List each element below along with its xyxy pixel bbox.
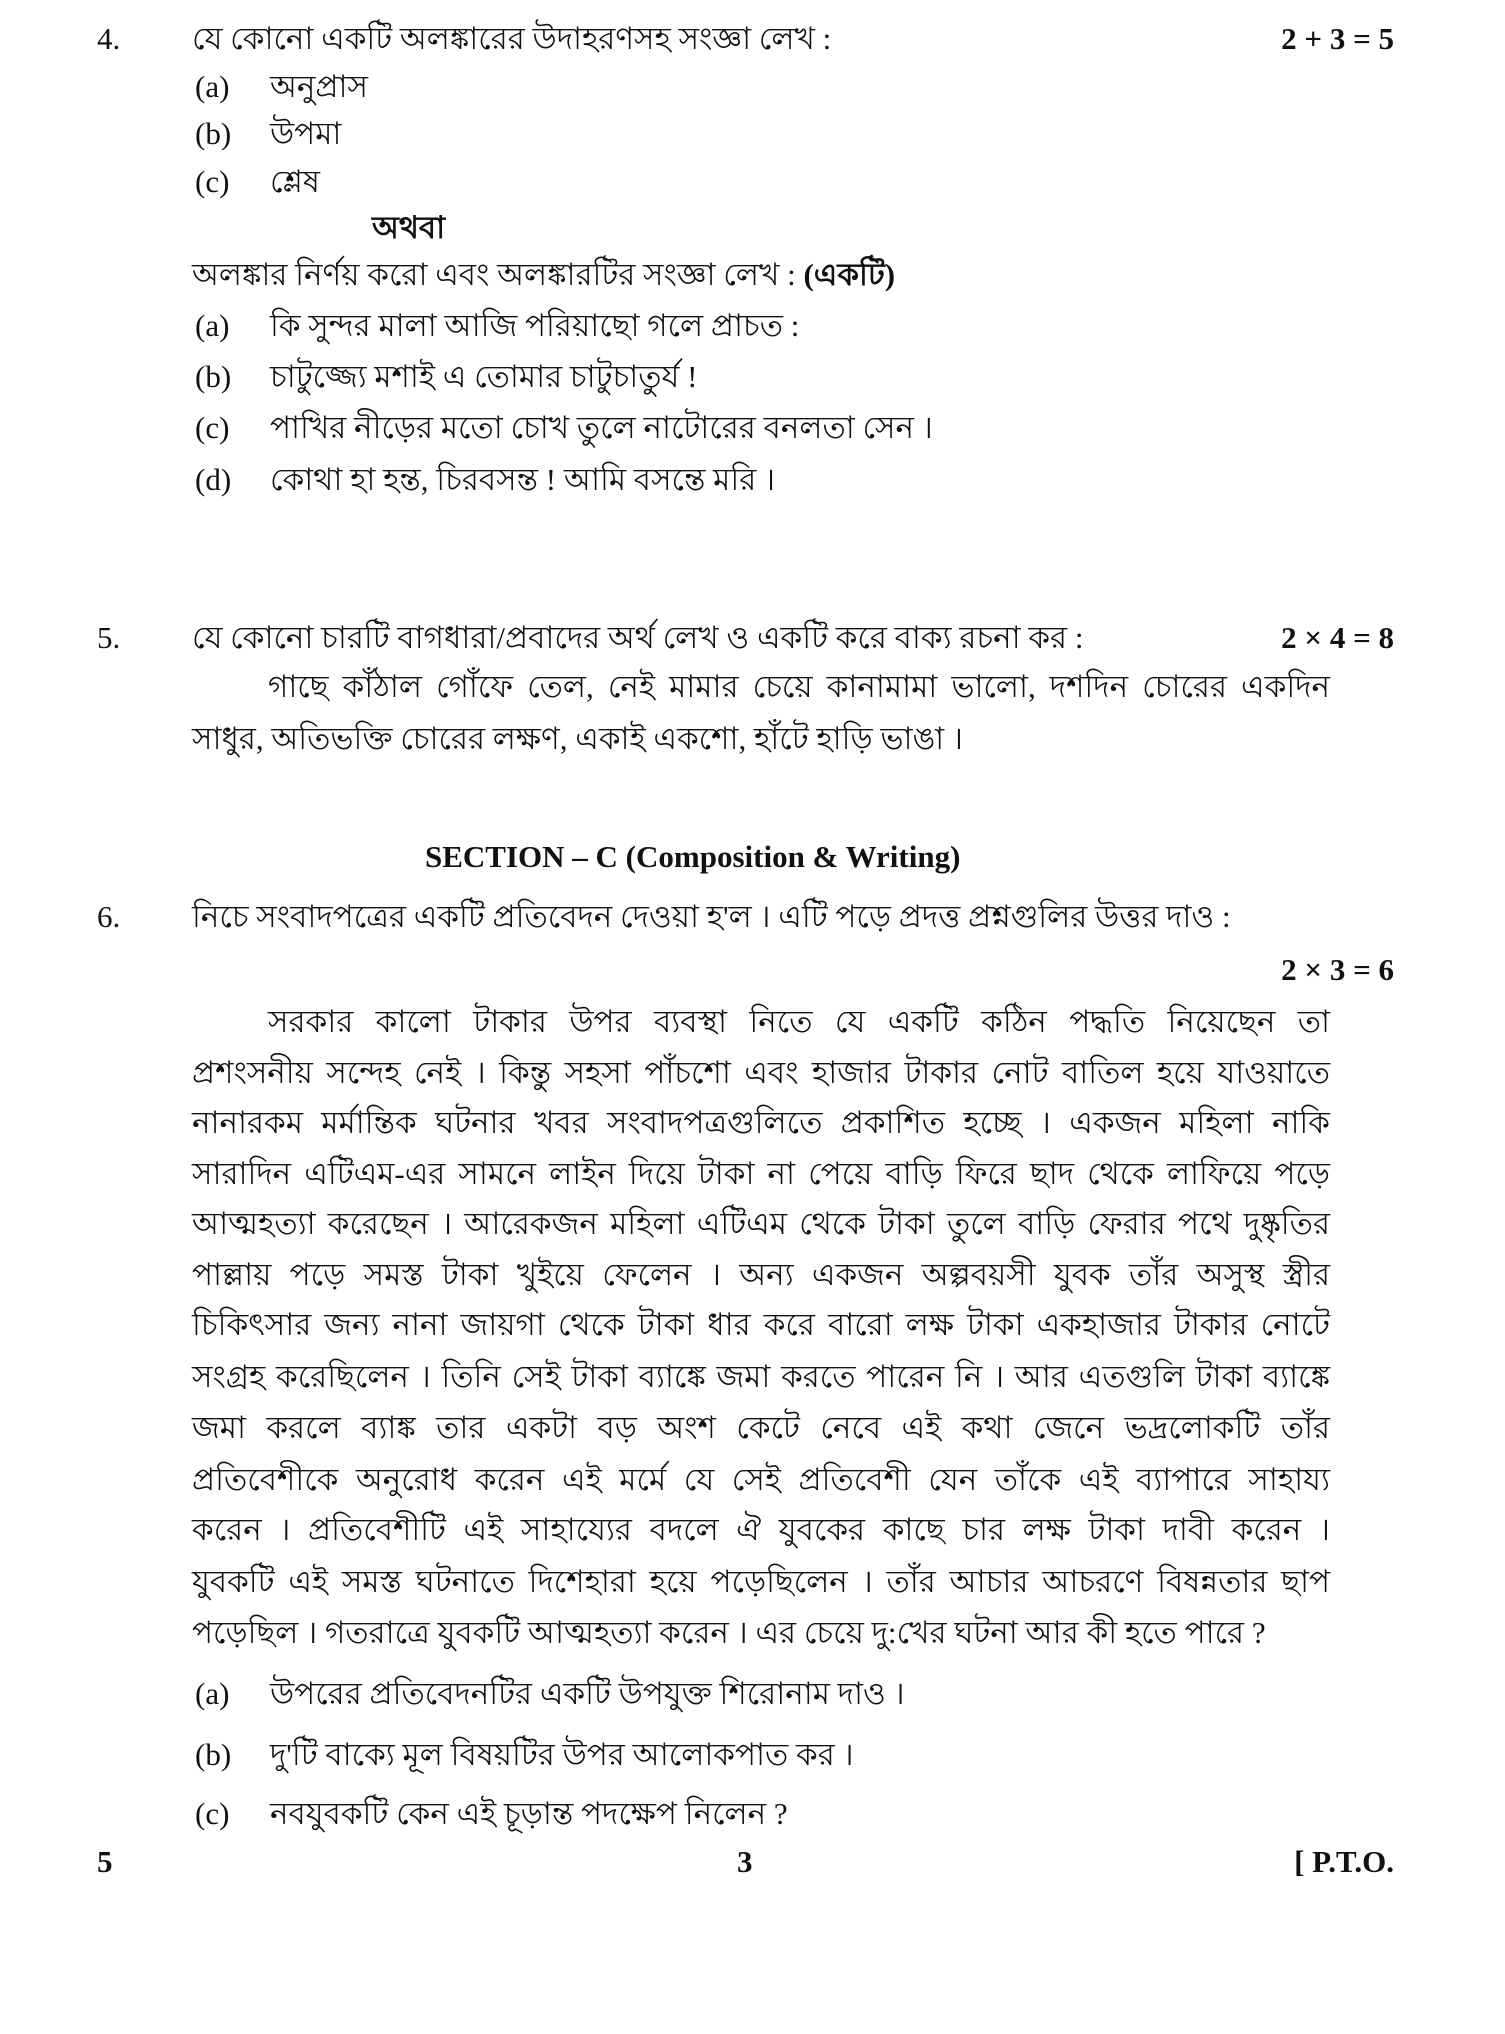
alt-instruction-text: অলঙ্কার নির্ণয় করো এবং অলঙ্কারটির সংজ্ঞা লেখ : xyxy=(192,257,796,292)
pto-label: [ P.T.O. xyxy=(1294,1844,1394,1879)
passage-line: সারাদিন এটিএম-এর সামনে লাইন দিয়ে টাকা না পেয়ে বাড়ি ফিরে ছাদ থেকে লাফিয়ে পড়ে xyxy=(192,1156,1330,1191)
passage-line: চিকিৎসার জন্য নানা জায়গা থেকে টাকা ধার করে বারো লক্ষ টাকা একহাজার টাকার নোটে xyxy=(192,1307,1330,1342)
passage-line: পড়েছিল । গতরাত্রে যুবকটি আত্মহত্যা করেন । এর চেয়ে দু:খের ঘটনা আর কী হতে পারে ? xyxy=(192,1615,1266,1650)
option-text: উপমা xyxy=(270,116,342,151)
sub-question-label: (c) xyxy=(195,1796,230,1831)
or-heading: অথবা xyxy=(372,210,446,245)
option-label: (b) xyxy=(195,359,232,394)
passage-line: সংগ্রহ করেছিলেন । তিনি সেই টাকা ব্যাঙ্কে জমা করতে পারেন নি । আর এতগুলি টাকা ব্যাঙ্কে xyxy=(192,1359,1330,1394)
option-label: (a) xyxy=(195,69,230,104)
passage-line: প্রশংসনীয় সন্দেহ নেই । কিন্তু সহসা পাঁচশো এবং হাজার টাকার নোট বাতিল হয়ে যাওয়াতে xyxy=(192,1055,1330,1090)
option-text: কোথা হা হন্ত, চিরবসন্ত ! আমি বসন্তে মরি । xyxy=(270,462,776,497)
passage-line: করেন । প্রতিবেশীটি এই সাহায্যের বদলে ঐ যুবকের কাছে চার লক্ষ টাকা দাবী করেন । xyxy=(192,1512,1330,1547)
question-text: যে কোনো একটি অলঙ্কারের উদাহরণসহ সংজ্ঞা লেখ : xyxy=(192,21,832,56)
idiom-line: সাধুর, অতিভক্তি চোরের লক্ষণ, একাই একশো, হাঁটে হাড়ি ভাঙা । xyxy=(192,721,964,756)
passage-line: সরকার কালো টাকার উপর ব্যবস্থা নিতে যে একটি কঠিন পদ্ধতি নিয়েছেন তা xyxy=(268,1004,1330,1039)
alt-instruction xyxy=(192,255,895,295)
marks: 2 × 3 = 6 xyxy=(1281,952,1394,987)
passage-line: জমা করলে ব্যাঙ্ক তার একটা বড় অংশ কেটে নেবে এই কথা জেনে ভদ্রলোকটি তাঁর xyxy=(192,1410,1330,1445)
marks: 2 + 3 = 5 xyxy=(1281,21,1394,56)
alt-instruction-bold: (একটি) xyxy=(803,257,896,292)
sub-question-text: দু'টি বাক্যে মূল বিষয়টির উপর আলোকপাত কর । xyxy=(270,1737,854,1772)
question-text: যে কোনো চারটি বাগধারা/প্রবাদের অর্থ লেখ ও একটি করে বাক্য রচনা কর : xyxy=(192,620,1084,655)
option-label: (c) xyxy=(195,410,230,445)
sub-question-label: (a) xyxy=(195,1676,230,1711)
option-label: (a) xyxy=(195,308,230,343)
option-text: চাটুজ্জ্যে মশাই এ তোমার চাটুচাতুর্য ! xyxy=(270,359,698,394)
page-number: 3 xyxy=(737,1844,753,1879)
sub-question-text: উপরের প্রতিবেদনটির একটি উপযুক্ত শিরোনাম দাও । xyxy=(270,1676,905,1711)
option-text: কি সুন্দর মালা আজি পরিয়াছো গলে প্রাচত : xyxy=(270,308,800,343)
passage-line: আত্মহত্যা করেছেন । আরেকজন মহিলা এটিএম থেকে টাকা তুলে বাড়ি ফেরার পথে দুষ্কৃতির xyxy=(192,1206,1330,1241)
option-text: পাখির নীড়ের মতো চোখ তুলে নাটোরের বনলতা সেন । xyxy=(270,410,933,445)
footer-code: 5 xyxy=(97,1844,113,1879)
passage-line: নানারকম মর্মান্তিক ঘটনার খবর সংবাদপত্রগুলিতে প্রকাশিত হচ্ছে । একজন মহিলা নাকি xyxy=(192,1105,1330,1140)
sub-question-label: (b) xyxy=(195,1737,232,1772)
passage-line: প্রতিবেশীকে অনুরোধ করেন এই মর্মে যে সেই প্রতিবেশী যেন তাঁকে এই ব্যাপারে সাহায্য xyxy=(192,1462,1330,1497)
option-text: অনুপ্রাস xyxy=(270,69,368,104)
question-number: 6. xyxy=(97,899,121,934)
option-text: শ্লেষ xyxy=(270,164,320,199)
passage-line: পাল্লায় পড়ে সমস্ত টাকা খুইয়ে ফেলেন । অন্য একজন অল্পবয়সী যুবক তাঁর অসুস্থ স্ত্রীর xyxy=(192,1257,1330,1292)
option-label: (c) xyxy=(195,164,230,199)
section-title: SECTION – C (Composition & Writing) xyxy=(425,839,961,874)
marks: 2 × 4 = 8 xyxy=(1281,620,1394,655)
sub-question-text: নবযুবকটি কেন এই চূড়ান্ত পদক্ষেপ নিলেন ? xyxy=(270,1796,788,1831)
passage-line: যুবকটি এই সমস্ত ঘটনাতে দিশেহারা হয়ে পড়েছিলেন । তাঁর আচার আচরণে বিষন্নতার ছাপ xyxy=(192,1564,1330,1599)
question-number: 4. xyxy=(97,21,121,56)
question-text: নিচে সংবাদপত্রের একটি প্রতিবেদন দেওয়া হ'ল । এটি পড়ে প্রদত্ত প্রশ্নগুলির উত্তর দাও : xyxy=(192,899,1231,934)
question-number: 5. xyxy=(97,620,121,655)
option-label: (d) xyxy=(195,462,232,497)
option-label: (b) xyxy=(195,116,232,151)
idiom-line: গাছে কাঁঠাল গোঁফে তেল, নেই মামার চেয়ে কানামামা ভালো, দশদিন চোরের একদিন xyxy=(268,669,1330,704)
